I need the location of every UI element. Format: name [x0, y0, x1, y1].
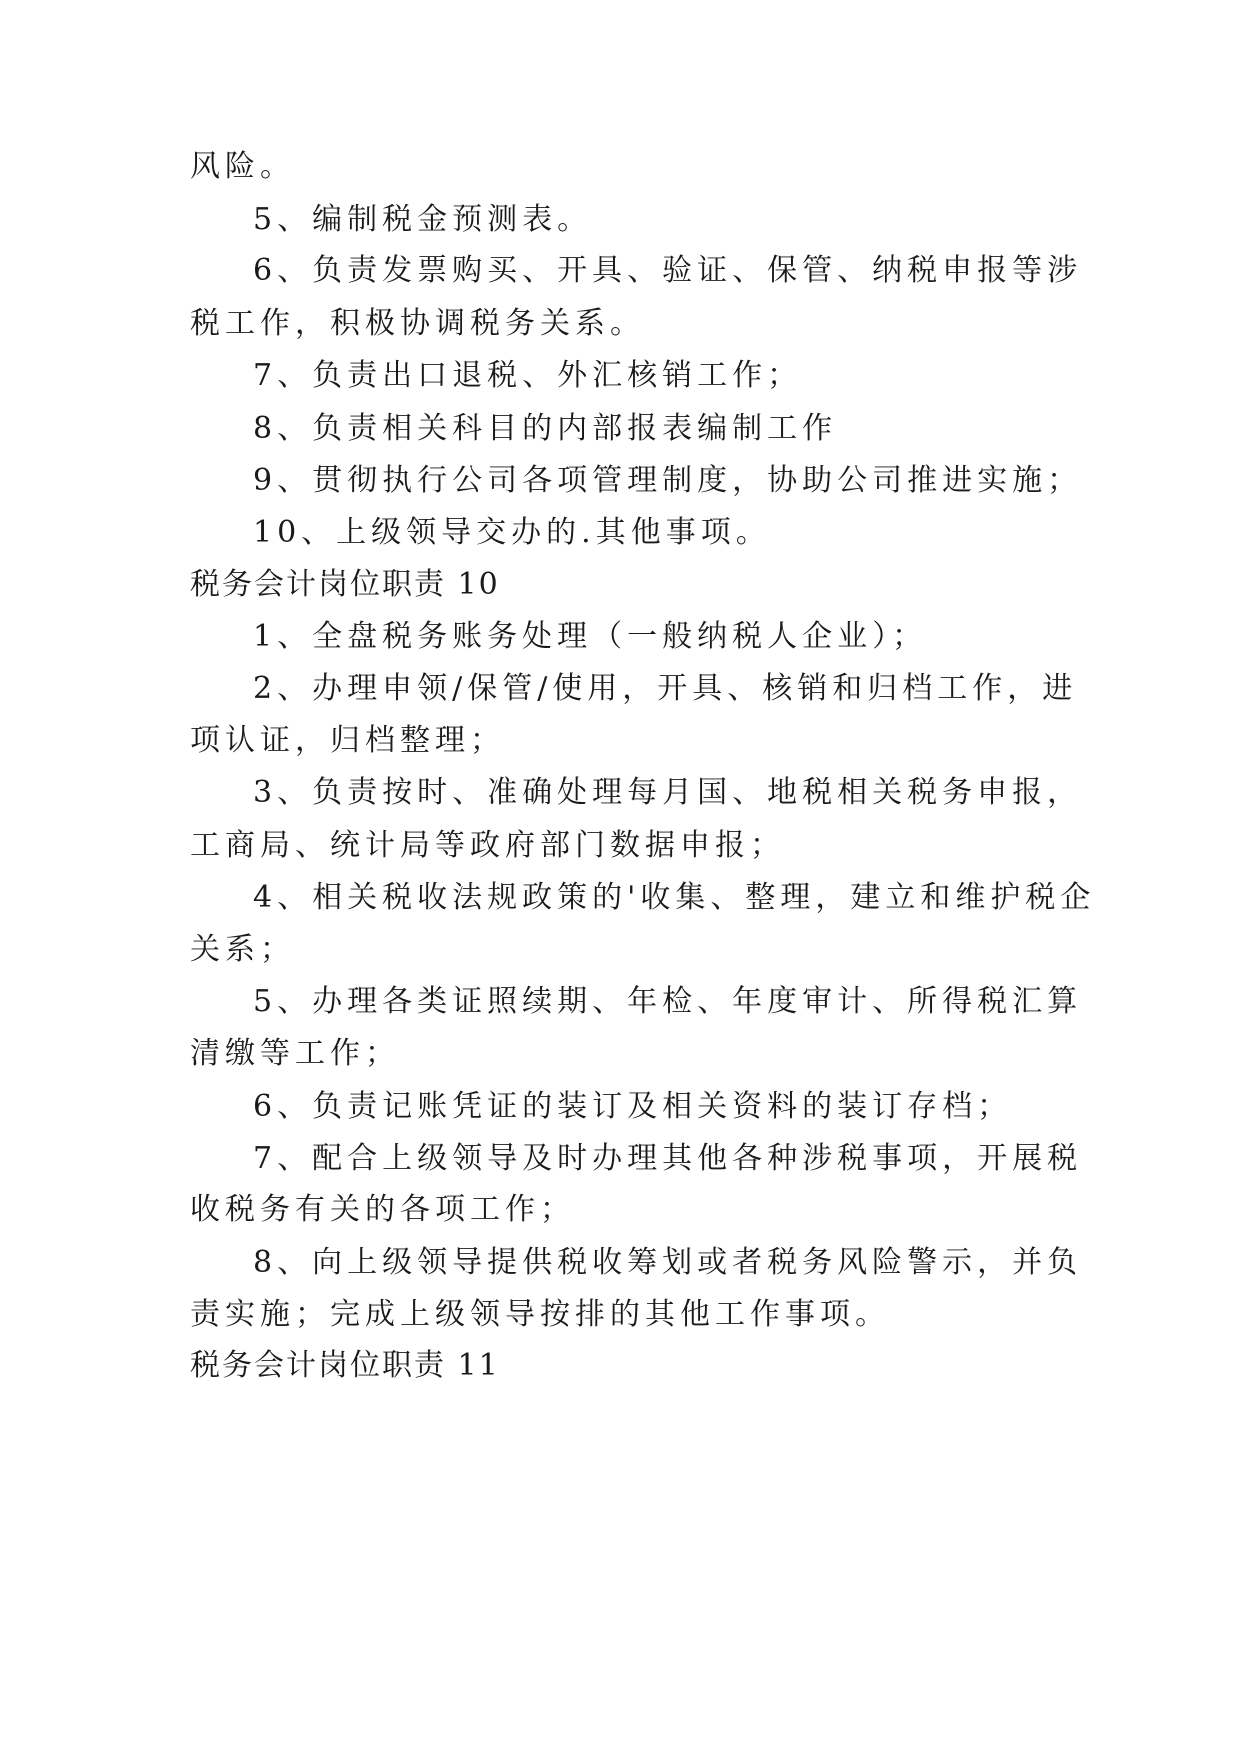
section-heading: 税务会计岗位职责 11 — [190, 1348, 500, 1383]
text-line: 4、相关税收法规政策的'收集、整理，建立和维护税企 — [253, 880, 1096, 915]
text-line: 7、负责出口退税、外汇核销工作； — [253, 358, 803, 393]
text-line: 1、全盘税务账务处理（一般纳税人企业）； — [253, 619, 928, 654]
text-line: 关系； — [190, 932, 295, 967]
text-line: 3、负责按时、准确处理每月国、地税相关税务申报， — [253, 775, 1083, 810]
text-line: 8、向上级领导提供税收筹划或者税务风险警示，并负 — [253, 1245, 1083, 1280]
text-line: 8、负责相关科目的内部报表编制工作 — [253, 411, 838, 446]
text-line: 清缴等工作； — [190, 1036, 400, 1071]
text-line: 项认证，归档整理； — [190, 723, 505, 758]
text-line: 责实施；完成上级领导按排的其他工作事项。 — [190, 1297, 890, 1332]
text-line: 工商局、统计局等政府部门数据申报； — [190, 828, 785, 863]
text-line: 5、编制税金预测表。 — [253, 202, 593, 237]
text-line: 税工作，积极协调税务关系。 — [190, 306, 645, 341]
text-line: 收税务有关的各项工作； — [190, 1192, 575, 1227]
text-line: 2、办理申领/保管/使用，开具、核销和归档工作，进 — [253, 671, 1078, 706]
text-line: 5、办理各类证照续期、年检、年度审计、所得税汇算 — [253, 984, 1083, 1019]
text-line: 6、负责发票购买、开具、验证、保管、纳税申报等涉 — [253, 253, 1083, 288]
text-line: 7、配合上级领导及时办理其他各种涉税事项，开展税 — [253, 1141, 1083, 1176]
text-line: 10、上级领导交办的.其他事项。 — [253, 515, 771, 550]
text-line: 9、贯彻执行公司各项管理制度，协助公司推进实施； — [253, 463, 1083, 498]
text-line: 6、负责记账凭证的装订及相关资料的装订存档； — [253, 1089, 1013, 1124]
text-line: 风险。 — [190, 149, 295, 184]
section-heading: 税务会计岗位职责 10 — [190, 567, 500, 602]
